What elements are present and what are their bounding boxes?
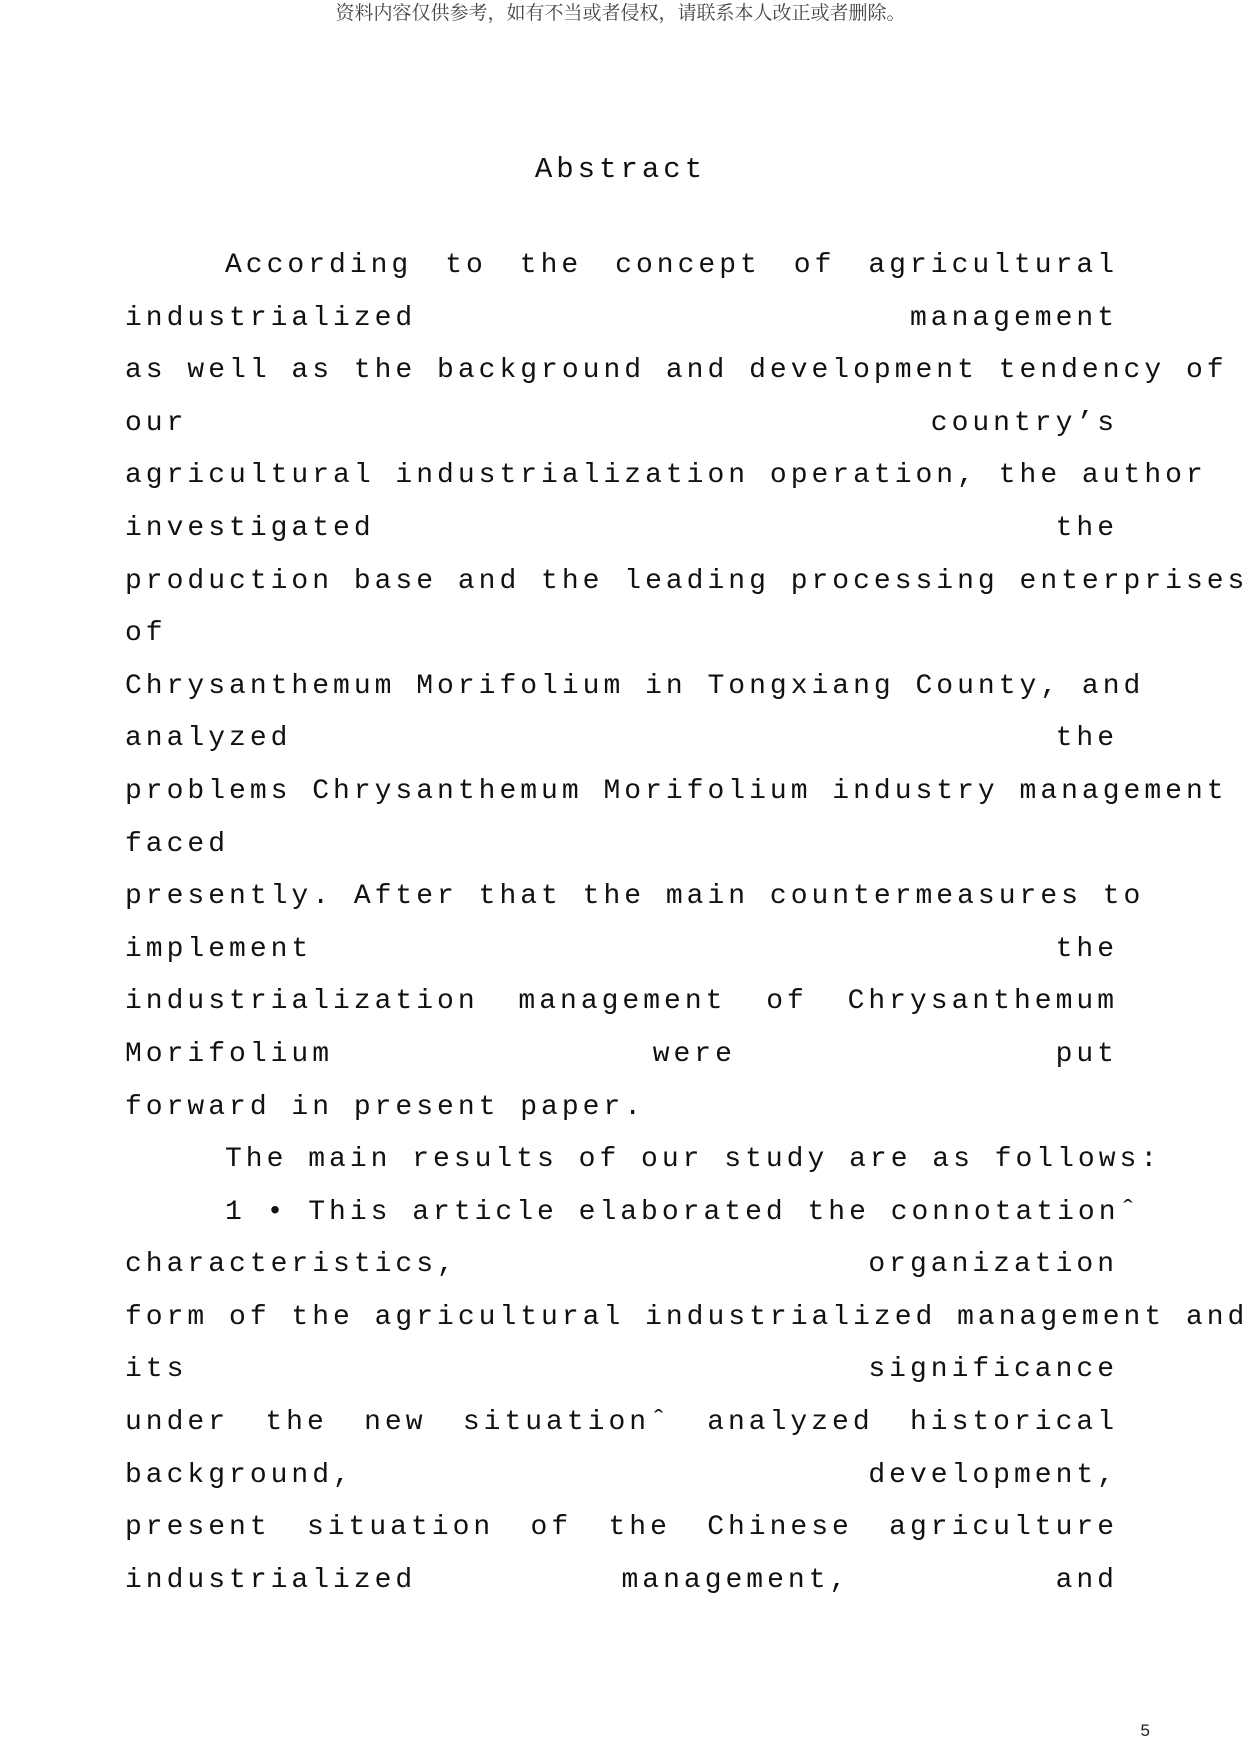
abstract-line: background, development, — [125, 1459, 1118, 1491]
abstract-line: presently. After that the main countermeasures to — [125, 881, 1145, 913]
abstract-line: as well as the background and development tendency of — [125, 355, 1228, 387]
abstract-line: According to the concept of agricultural — [225, 250, 1118, 281]
page-header-disclaimer: 资料内容仅供参考，如有不当或者侵权，请联系本人改正或者删除。 — [335, 2, 906, 24]
abstract-line: industrialized management — [125, 302, 1118, 334]
abstract-body — [125, 240, 1248, 1607]
abstract-line: Chrysanthemum Morifolium in Tongxiang County, and — [125, 670, 1145, 702]
abstract-line: of — [125, 618, 167, 650]
abstract-line: forward in present paper. — [125, 1091, 646, 1123]
abstract-line: form of the agricultural industrialized management and — [125, 1301, 1248, 1333]
abstract-line: investigated the — [125, 512, 1118, 544]
abstract-line: analyzed the — [125, 723, 1118, 755]
abstract-line: under the new situationˆ analyzed historical — [125, 1407, 1118, 1439]
abstract-line: problems Chrysanthemum Morifolium industry management — [125, 775, 1228, 807]
abstract-line: faced — [125, 828, 230, 860]
abstract-line: its significance — [125, 1354, 1118, 1386]
abstract-line: production base and the leading processing enterprises — [125, 565, 1248, 597]
abstract-line: industrialized management, and — [125, 1564, 1118, 1596]
abstract-line: our country’s — [125, 407, 1118, 439]
abstract-line: The main results of our study are as follows: — [225, 1144, 1162, 1176]
abstract-line: agricultural industrialization operation, the author — [125, 460, 1207, 492]
abstract-line: implement the — [125, 933, 1118, 965]
abstract-line: characteristics, organization — [125, 1249, 1118, 1281]
abstract-line: 1 • This article elaborated the connotationˆ — [225, 1196, 1141, 1228]
abstract-line: industrialization management of Chrysanthemum — [125, 986, 1118, 1018]
abstract-title: Abstract — [534, 153, 707, 186]
abstract-line: Morifolium were put — [125, 1038, 1118, 1070]
abstract-line: present situation of the Chinese agriculture — [125, 1512, 1118, 1544]
page-number: 5 — [1140, 1721, 1150, 1740]
